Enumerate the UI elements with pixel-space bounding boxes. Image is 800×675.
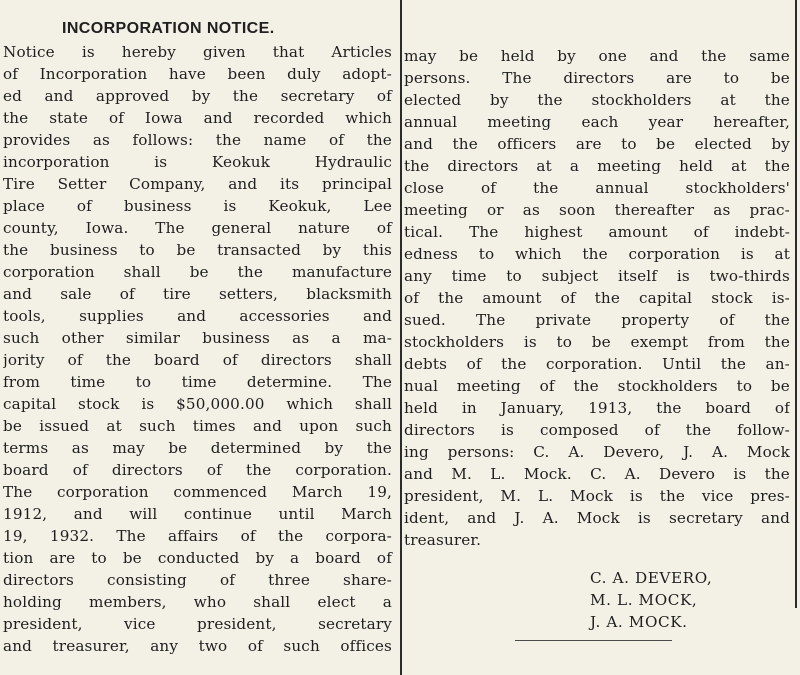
- left-line-9: county, Iowa. The general nature of: [3, 219, 392, 237]
- left-line-8: place of business is Keokuk, Lee: [3, 197, 392, 215]
- right-line-18: directors is composed of the follow-: [404, 421, 790, 439]
- left-line-18: be issued at such times and upon such: [3, 417, 392, 435]
- right-line-2: persons. The directors are to be: [404, 69, 790, 87]
- left-line-5: provides as follows: the name of the: [3, 131, 392, 149]
- left-line-13: tools, supplies and accessories and: [3, 307, 392, 325]
- right-column: [404, 0, 790, 675]
- left-column: [3, 0, 395, 675]
- right-line-10: edness to which the corporation is at: [404, 245, 790, 263]
- left-line-2: of Incorporation have been duly adopt-: [3, 65, 392, 83]
- left-line-26: holding members, who shall elect a: [3, 593, 392, 611]
- left-line-23: 19, 1932. The affairs of the corpora-: [3, 527, 392, 545]
- right-line-4: annual meeting each year hereafter,: [404, 113, 790, 131]
- left-line-14: such other similar business as a ma-: [3, 329, 392, 347]
- left-line-6: incorporation is Keokuk Hydraulic: [3, 153, 392, 171]
- right-line-17: held in January, 1913, the board of: [404, 399, 790, 417]
- right-line-21: president, M. L. Mock is the vice pres-: [404, 487, 790, 505]
- notice-title: INCORPORATION NOTICE.: [62, 20, 275, 37]
- right-line-9: tical. The highest amount of indebt-: [404, 223, 790, 241]
- left-line-19: terms as may be determined by the: [3, 439, 392, 457]
- left-line-25: directors consisting of three share-: [3, 571, 392, 589]
- left-line-24: tion are to be conducted by a board of: [3, 549, 392, 567]
- left-line-4: the state of Iowa and recorded which: [3, 109, 392, 127]
- right-line-19: ing persons: C. A. Devero, J. A. Mock: [404, 443, 790, 461]
- right-line-12: of the amount of the capital stock is-: [404, 289, 790, 307]
- left-line-1: Notice is hereby given that Articles: [3, 43, 392, 61]
- right-line-6: the directors at a meeting held at the: [404, 157, 790, 175]
- right-line-23: treasurer.: [404, 531, 482, 549]
- right-line-1: may be held by one and the same: [404, 47, 790, 65]
- left-line-27: president, vice president, secretary: [3, 615, 392, 633]
- right-line-7: close of the annual stockholders': [404, 179, 790, 197]
- left-line-21: The corporation commenced March 19,: [3, 483, 392, 501]
- left-line-10: the business to be transacted by this: [3, 241, 392, 259]
- right-line-11: any time to subject itself is two-thirds: [404, 267, 790, 285]
- signature-ml-mock: M. L. MOCK,: [590, 591, 698, 609]
- right-line-13: sued. The private property of the: [404, 311, 790, 329]
- left-line-16: from time to time determine. The: [3, 373, 392, 391]
- column-divider: [400, 0, 402, 675]
- closing-rule: [515, 640, 672, 641]
- left-line-3: ed and approved by the secretary of: [3, 87, 392, 105]
- right-edge-rule: [795, 0, 797, 608]
- right-line-5: and the officers are to be elected by: [404, 135, 790, 153]
- right-line-16: nual meeting of the stockholders to be: [404, 377, 790, 395]
- left-line-17: capital stock is $50,000.00 which shall: [3, 395, 392, 413]
- right-line-20: and M. L. Mock. C. A. Devero is the: [404, 465, 790, 483]
- left-line-15: jority of the board of directors shall: [3, 351, 392, 369]
- left-line-12: and sale of tire setters, blacksmith: [3, 285, 392, 303]
- right-line-15: debts of the corporation. Until the an-: [404, 355, 790, 373]
- right-line-22: ident, and J. A. Mock is secretary and: [404, 509, 790, 527]
- left-line-7: Tire Setter Company, and its principal: [3, 175, 392, 193]
- signature-ja-mock: J. A. MOCK.: [590, 613, 688, 631]
- left-line-11: corporation shall be the manufacture: [3, 263, 392, 281]
- left-line-28: and treasurer, any two of such offices: [3, 637, 392, 655]
- right-line-3: elected by the stockholders at the: [404, 91, 790, 109]
- left-line-22: 1912, and will continue until March: [3, 505, 392, 523]
- right-line-14: stockholders is to be exempt from the: [404, 333, 790, 351]
- signature-devero: C. A. DEVERO,: [590, 569, 713, 587]
- left-line-20: board of directors of the corporation.: [3, 461, 392, 479]
- right-line-8: meeting or as soon thereafter as prac-: [404, 201, 790, 219]
